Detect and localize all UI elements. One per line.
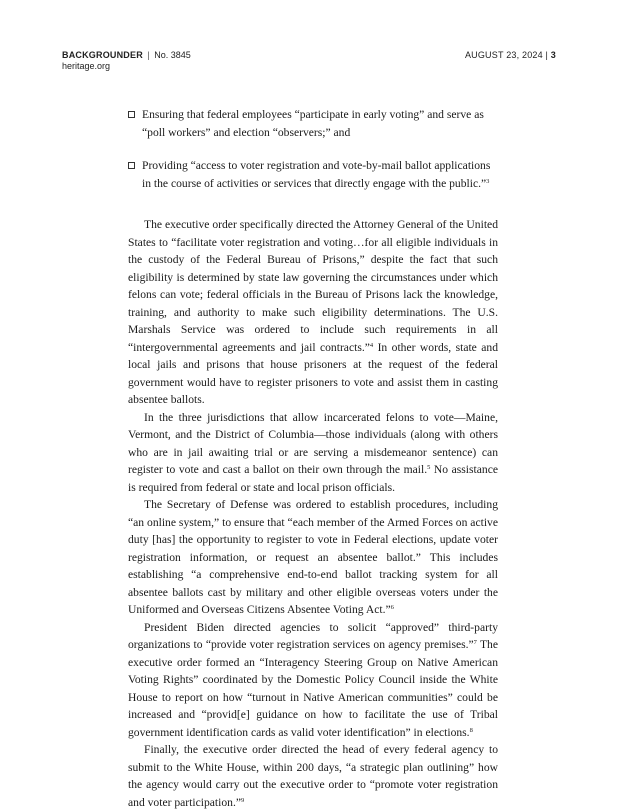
footnote-ref[interactable]: 9: [241, 796, 245, 804]
footnote-ref[interactable]: 4: [369, 341, 374, 349]
page-number: 3: [550, 50, 556, 60]
bullet-text: Ensuring that federal employees “participate in early voting” and serve as “poll workers” and election “observers;” and: [142, 108, 484, 139]
paragraph-text: The executive order specifically directed the Attorney General of the United States to “facilitate voter registration and voting…for all eligible individuals in the custody of the Federal Bureau of Prisons,” despite the fact that such eligibility is determined by state law governing the circumstances under which felons can vote; federal officials in the Bureau of Prisons lack the knowledge, training, and authority to make such eligibility determinations. The U.S. Marshals Service was ordered to include such requirements in all “intergovernmental agreements and jail contracts.”: [128, 218, 498, 354]
square-bullet-icon: [128, 111, 135, 118]
bullet-text: Providing “access to voter registration and vote-by-mail ballot applications in the course of activities or services that directly engage with the public.”: [142, 159, 491, 190]
paragraph: [128, 409, 498, 497]
header-left: [62, 50, 191, 72]
bullet-item: [128, 106, 498, 141]
page-header: [62, 50, 556, 80]
paragraph-text: No assistance is required from federal or state and local prison officials.: [128, 463, 498, 494]
site-name: heritage.org: [62, 61, 111, 71]
square-bullet-icon: [128, 162, 135, 169]
paragraph-text: The Secretary of Defense was ordered to establish procedures, including “an online system,” to ensure that “each member of the Armed Forces on active duty [has] the opportunity to register to vote in Federal elections, update voter registration information, or request an absentee ballot.” This includes establishing “a comprehensive end-to-end ballot tracking system for all absentee ballots cast by military and other eligible overseas voters under the Uniformed and Overseas Citizens Absentee Voting Act.”: [128, 498, 498, 616]
paragraph-text: The executive order formed an “Interagency Steering Group on Native American Voting Rights” coordinated by the Domestic Policy Council inside the White House to report on how “turnout in Native American communities” could be increased and “provid[e] guidance on how to facilitate the use of Tribal government identification cards as valid voter identification” in elections.: [128, 638, 498, 739]
paragraph: [128, 619, 498, 742]
series-label: BACKGROUNDER: [62, 50, 143, 60]
footnote-ref[interactable]: 6: [390, 604, 394, 611]
paragraph-text: In other words, state and local jails and prisons that house prisoners at the request of the federal government would have to register prisoners to vote and assist them in casting absentee ballots.: [128, 340, 498, 406]
paragraph-text: In the three jurisdictions that allow incarcerated felons to vote—Maine, Vermont, and the District of Columbia—those individuals (along with others who are in jail awaiting trial or are serving a misdemeanor sentence) can register to vote and cast a ballot on their own through the mail.: [128, 410, 498, 476]
page-separator: |: [545, 50, 549, 60]
footnote-ref[interactable]: 7: [473, 639, 477, 646]
header-separator: |: [147, 50, 150, 60]
publication-date: AUGUST 23, 2024: [464, 50, 543, 60]
paragraph: [128, 741, 498, 811]
header-right: [465, 50, 556, 61]
paragraph: [128, 496, 498, 619]
footnote-ref[interactable]: 5: [427, 464, 431, 471]
paragraph-text: President Biden directed agencies to solicit “approved” third-party organizations to “provide voter registration services on agency premises.”: [128, 620, 498, 651]
footnote-ref[interactable]: 8: [469, 726, 473, 734]
paragraph-text: Finally, the executive order directed the head of every federal agency to submit to the White House, within 200 days, “a strategic plan outlining” how the agency would carry out the executive order to “promote voter registration and voter participation.”: [128, 743, 498, 809]
report-number: No. 3845: [154, 50, 191, 60]
paragraph: [128, 216, 498, 409]
footnote-ref[interactable]: 3: [486, 177, 490, 185]
body-text: [128, 106, 498, 811]
bullet-item: [128, 157, 498, 192]
